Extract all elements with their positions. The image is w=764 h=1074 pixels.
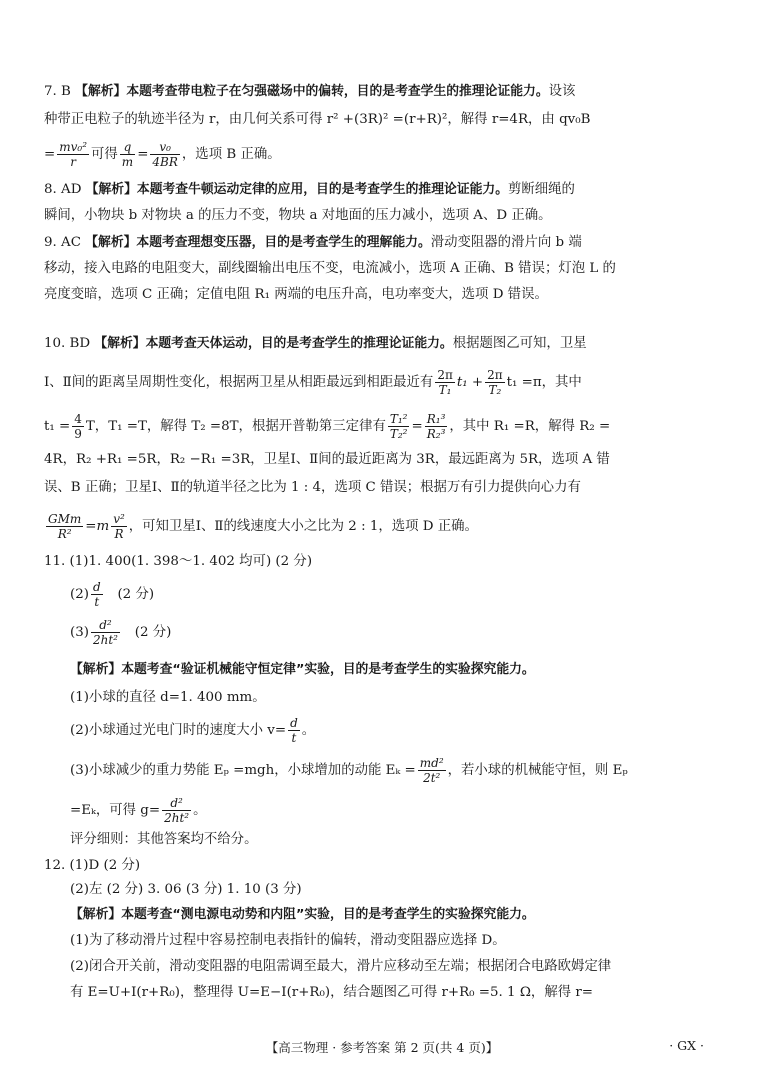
- q10-text: 4R，R₂ +R₁ =5R，R₂ −R₁ =3R，卫星Ⅰ、Ⅱ间的最近距离为 3R，最远距离为 5R，选项 A 错: [44, 452, 610, 467]
- footer-mark: · GX ·: [669, 1038, 704, 1053]
- q10-text: t₁ =π，其中: [506, 375, 582, 390]
- q11-text: 11. (1)1. 400(1. 398～1. 402 均可) (2 分): [44, 554, 313, 569]
- q8-analysis-heading: 【解析】本题考查牛顿运动定律的应用，目的是考查学生的推理论证能力。: [85, 182, 508, 197]
- q9-analysis-heading: 【解析】本题考查理想变压器，目的是考查学生的理解能力。: [85, 235, 431, 250]
- q11-grading-rule: [70, 830, 750, 850]
- q7-line3: [44, 140, 724, 169]
- q12-text: 【解析】本题考查“测电源电动势和内阻”实验，目的是考查学生的实验探究能力。: [70, 907, 535, 922]
- fraction: [120, 140, 135, 169]
- q10-line5: [44, 478, 724, 498]
- q11-answer-3: [70, 618, 750, 647]
- fraction: [46, 512, 83, 541]
- q7-answer: 7. B: [44, 84, 76, 99]
- numerator: 4: [74, 412, 82, 426]
- q11-text: (2 分): [134, 625, 172, 640]
- q9-line1: [44, 233, 724, 253]
- numerator: d: [290, 716, 298, 730]
- q11-answer-1: [44, 552, 724, 572]
- q7-analysis-heading: 【解析】本题考查带电粒子在匀强磁场中的偏转，目的是考查学生的推理论证能力。: [75, 84, 549, 99]
- q12-text: (2)闭合开关前，滑动变阻器的电阻需调至最大，滑片应移动至左端；根据闭合电路欧姆定律: [70, 959, 612, 974]
- numerator: v²: [113, 512, 125, 526]
- q11-text: =Eₖ，可得 g=: [70, 803, 161, 818]
- fraction: [57, 140, 89, 169]
- q11-answer-2: [70, 580, 750, 609]
- page-footer: [0, 1038, 764, 1056]
- q7-text: =: [44, 147, 56, 162]
- q11-text: (2)小球通过光电门时的速度大小 v=: [70, 723, 287, 738]
- fraction: [162, 796, 191, 825]
- q11-text: (1)小球的直径 d=1. 400 mm。: [70, 690, 266, 705]
- q10-line4: [44, 450, 724, 470]
- fraction: [288, 716, 300, 745]
- q11-text: 【解析】本题考查“验证机械能守恒定律”实验，目的是考查学生的实验探究能力。: [70, 662, 535, 677]
- denominator: T₁: [438, 383, 452, 397]
- q10-line1: [44, 334, 724, 354]
- q11-step-2: [70, 716, 750, 745]
- q10-text: Ⅰ、Ⅱ间的距离呈周期性变化，根据两卫星从相距最远到相距最近有: [44, 375, 434, 390]
- q11-text: ，若小球的机械能守恒，则 Eₚ: [447, 763, 628, 778]
- numerator: d²: [91, 618, 120, 633]
- numerator: R₁³: [426, 412, 446, 426]
- numerator: GMm: [48, 512, 82, 526]
- fraction: [388, 412, 410, 441]
- q10-text: ，可知卫星Ⅰ、Ⅱ的线速度大小之比为 2 : 1，选项 D 正确。: [128, 519, 478, 534]
- fraction: [435, 368, 455, 397]
- q7-text: 种带正电粒子的轨迹半径为 r，由几何关系可得 r² +(3R)² =(r+R)²，解得 r=4R，由 qv₀B: [44, 112, 591, 127]
- denominator: 2t²: [423, 771, 441, 785]
- q9-text: 移动，接入电路的电阻变大，副线圈输出电压不变，电流减小，选项 A 正确、B 错误；灯泡 L 的: [44, 261, 616, 276]
- q12-step-1: [70, 931, 750, 951]
- q9-answer: 9. AC: [44, 235, 86, 250]
- q12-text: (1)为了移动滑片过程中容易控制电表指针的偏转，滑动变阻器应选择 D。: [70, 933, 506, 948]
- q11-text: 。: [301, 723, 316, 738]
- q11-text: (2 分): [117, 587, 155, 602]
- q9-line2: [44, 259, 724, 279]
- q7-text: 设该: [548, 84, 576, 99]
- q11-text: (3): [70, 625, 89, 640]
- q11-text: (3)小球减少的重力势能 Eₚ =mgh，小球增加的动能 Eₖ =: [70, 763, 416, 778]
- q11-text: 评分细则：其他答案均不给分。: [70, 832, 258, 847]
- denominator: m: [121, 155, 134, 169]
- q10-text: t₁ +: [456, 375, 484, 390]
- numerator: 2π: [487, 368, 503, 382]
- q10-analysis-heading: 【解析】本题考查天体运动，目的是考查学生的推理论证能力。: [94, 336, 453, 351]
- footer-label: 【高三物理 · 参考答案 第 2 页(共 4 页)】: [265, 1040, 499, 1055]
- q10-text: 根据题图乙可知，卫星: [452, 336, 587, 351]
- q8-line1: [44, 180, 724, 200]
- q12-text: 12. (1)D (2 分): [44, 858, 141, 873]
- numerator: 2π: [437, 368, 453, 382]
- q8-line2: [44, 206, 724, 226]
- numerator: md²: [419, 756, 444, 770]
- numerator: d²: [162, 796, 191, 811]
- q10-line6: [44, 512, 724, 541]
- numerator: v₀: [150, 140, 180, 155]
- q9-text: 亮度变暗，选项 C 正确；定值电阻 R₁ 两端的电压升高，电功率变大，选项 D 错误。: [44, 287, 548, 302]
- denominator: r: [70, 155, 76, 169]
- denominator: R: [114, 527, 124, 541]
- q7-text: ，选项 B 正确。: [181, 147, 281, 162]
- q8-text: 剪断细绳的: [508, 182, 575, 197]
- fraction: [91, 618, 120, 647]
- fraction: [425, 412, 448, 441]
- q7-text: =: [137, 147, 149, 162]
- q12-analysis-heading: [70, 905, 750, 925]
- q7-line1: [44, 82, 724, 102]
- denominator: 2ht²: [92, 633, 118, 647]
- q11-analysis-heading: [70, 660, 750, 680]
- q12-text: (2)左 (2 分) 3. 06 (3 分) 1. 10 (3 分): [70, 882, 302, 897]
- q8-text: 瞬间，小物块 b 对物块 a 的压力不变，物块 a 对地面的压力减小，选项 A、D 正确。: [44, 208, 552, 223]
- q11-text: 。: [193, 803, 207, 818]
- q9-line3: [44, 285, 724, 305]
- numerator: q: [120, 140, 135, 155]
- q12-answer-1: [44, 856, 724, 876]
- q10-text: =m: [85, 519, 110, 534]
- q10-line2: [44, 368, 724, 397]
- q10-text: 误、B 正确；卫星Ⅰ、Ⅱ的轨道半径之比为 1 : 4，选项 C 错误；根据万有引力提供向心力有: [44, 480, 581, 495]
- fraction: [418, 756, 446, 785]
- denominator: 2ht²: [164, 811, 190, 825]
- q7-line2: [44, 110, 724, 130]
- fraction: [72, 412, 84, 441]
- q11-step-4: [70, 796, 750, 825]
- q10-text: =: [411, 419, 423, 434]
- q10-line3: [44, 412, 724, 441]
- denominator: t: [291, 731, 297, 745]
- numerator: mv₀²: [59, 140, 88, 154]
- numerator: d: [92, 580, 101, 594]
- q9-text: 滑动变阻器的滑片向 b 端: [430, 235, 582, 250]
- denominator: 9: [74, 427, 82, 441]
- q11-text: (2): [70, 587, 89, 602]
- q11-step-1: [70, 688, 750, 708]
- q10-text: ，其中 R₁ =R，解得 R₂ =: [449, 419, 611, 434]
- denominator: T₂: [488, 383, 502, 397]
- q10-answer: 10. BD: [44, 336, 95, 351]
- q10-text: t₁ =: [44, 419, 71, 434]
- fraction: [91, 580, 103, 609]
- numerator: T₁²: [389, 412, 408, 426]
- q12-text: 有 E=U+I(r+R₀)，整理得 U=E−I(r+R₀)，结合题图乙可得 r+R₀ =5. 1 Ω，解得 r=: [70, 985, 593, 1000]
- q10-text: T，T₁ =T，解得 T₂ =8T，根据开普勒第三定律有: [85, 419, 386, 434]
- fraction: [485, 368, 505, 397]
- denominator: R²: [57, 527, 72, 541]
- q12-step-3: [70, 983, 750, 1003]
- q12-step-2: [70, 957, 750, 977]
- q7-text: 可得: [91, 147, 118, 162]
- q8-answer: 8. AD: [44, 182, 86, 197]
- fraction: [150, 140, 180, 169]
- denominator: 4BR: [152, 155, 178, 169]
- denominator: R₂³: [426, 427, 446, 441]
- denominator: t: [94, 595, 100, 609]
- q12-answer-2: [70, 880, 750, 900]
- fraction: [111, 512, 127, 541]
- denominator: T₂²: [389, 427, 408, 441]
- q11-step-3: [70, 756, 750, 785]
